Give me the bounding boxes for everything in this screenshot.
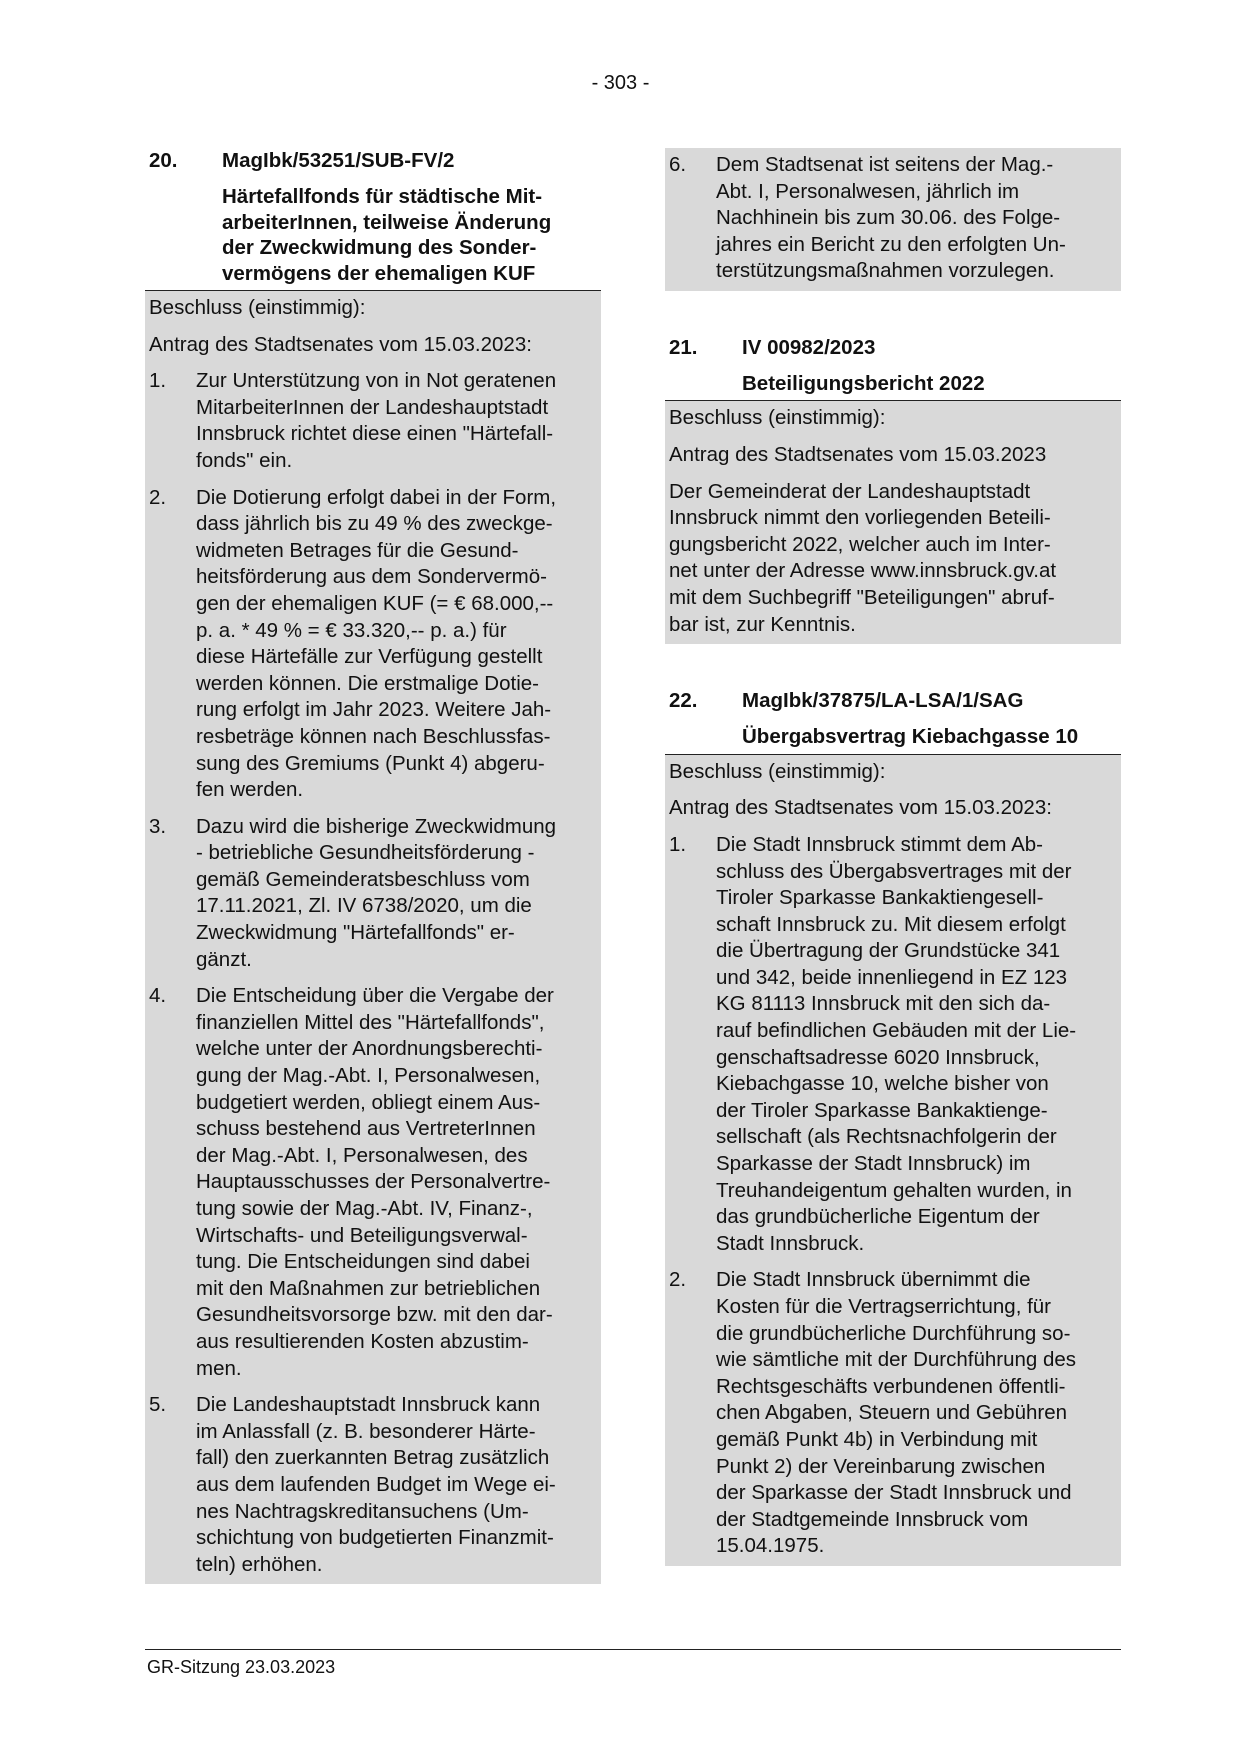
section-title: Beteiligungsbericht 2022 [742,371,985,395]
text-line: die grundbücherliche Durchführung so- [716,1321,1071,1345]
text-line: schichtung von budgetierten Finanzmit- [196,1526,554,1550]
item-list [149,368,597,1578]
text-line: schluss des Übergabsvertrages mit der [716,859,1072,883]
list-item [149,983,597,1382]
section-number: 21. [669,335,698,359]
text-line: fen werden. [196,778,304,802]
text-line: finanziellen Mittel des "Härtefallfonds", [196,1010,545,1034]
section-22-header [665,688,1121,755]
text-line: das grundbücherliche Eigentum der [716,1205,1040,1229]
section-title [222,184,551,286]
text-line: Punkt 2) der Vereinbarung zwischen [716,1454,1046,1478]
item-number: 3. [149,814,167,838]
text-line: Treuhandeigentum gehalten wurden, in [716,1178,1072,1202]
text-line: sellschaft (als Rechtsnachfolgerin der [716,1125,1057,1149]
list-item [149,814,597,974]
item-text [196,1392,597,1578]
text-line: dass jährlich bis zu 49 % des zweckge- [196,512,553,536]
text-line: gemäß Punkt 4b) in Verbindung mit [716,1427,1038,1451]
text-line: Sparkasse der Stadt Innsbruck) im [716,1152,1031,1176]
title-line: vermögens der ehemaligen KUF [222,261,536,285]
title-line: Härtefallfonds für städtische Mit- [222,185,543,208]
section-22-body [665,755,1121,1566]
list-item [669,832,1117,1258]
text-line: Zur Unterstützung von in Not geratenen [196,369,557,393]
section-number: 22. [669,689,698,713]
text-line: Gesundheitsvorsorge bzw. mit den dar- [196,1303,553,1327]
text-line: rung erfolgt im Jahr 2023. Weitere Jah- [196,698,552,722]
antrag-label: Antrag des Stadtsenates vom 15.03.2023 [669,443,1047,467]
text-line: Die Stadt Innsbruck übernimmt die [716,1268,1031,1292]
text-line: Dem Stadtsenat ist seitens der Mag.- [716,153,1054,176]
item-number: 6. [669,153,687,176]
text-line: gung der Mag.-Abt. I, Personalwesen, [196,1064,541,1088]
text-line: Kosten für die Vertragserrichtung, für [716,1295,1052,1318]
text-line: Wirtschafts- und Beteiligungsverwal- [196,1223,528,1247]
item-text [716,832,1117,1258]
item-number: 2. [669,1268,687,1292]
section-20-body [145,291,601,1584]
text-line: resbeträge können nach Beschlussfas- [196,724,551,748]
text-line: sung des Gremiums (Punkt 4) abgeru- [196,751,545,775]
text-line: aus dem laufenden Budget im Wege ei- [196,1472,556,1496]
list-item [149,368,597,474]
text-line: Nachhinein bis zum 30.06. des Folge- [716,206,1061,230]
text-line: nes Nachtragskreditansuchens (Um- [196,1499,529,1523]
text-line: Innsbruck richtet diese einen "Härtefall- [196,422,554,446]
section-text [669,479,1117,639]
text-line: fonds" ein. [196,448,293,472]
text-line: Die Dotierung erfolgt dabei in der Form, [196,485,557,509]
text-line: wie sämtliche mit der Durchführung des [716,1348,1077,1372]
text-line: der Sparkasse der Stadt Innsbruck und [716,1481,1072,1505]
beschluss-label: Beschluss (einstimmig): [149,296,366,319]
title-line: der Zweckwidmung des Sonder- [222,236,537,259]
list-item [149,1392,597,1578]
text-line: im Anlassfall (z. B. besonderer Härte- [196,1419,536,1443]
section-21-header [665,335,1121,402]
text-line: men. [196,1356,242,1380]
text-line: tung sowie der Mag.-Abt. IV, Finanz-, [196,1197,533,1220]
text-line: Die Stadt Innsbruck stimmt dem Ab- [716,832,1043,856]
section-21-body [665,401,1121,644]
text-line: p. a. * 49 % = € 33.320,-- p. a.) für [196,618,507,642]
text-line: genschaftsadresse 6020 Innsbruck, [716,1045,1040,1069]
list-item [669,152,1117,285]
item-number: 1. [149,369,167,393]
text-line: aus resultierenden Kosten abzustim- [196,1329,529,1353]
text-line: rauf befindlichen Gebäuden mit der Lie- [716,1019,1077,1043]
text-line: teln) erhöhen. [196,1552,323,1576]
item-text [196,983,597,1382]
item-list [669,152,1117,285]
text-line: Hauptausschusses der Personalvertre- [196,1170,551,1194]
item-text [196,368,597,474]
text-line: der Stadtgemeinde Innsbruck vom [716,1507,1029,1531]
item-number: 5. [149,1393,167,1417]
text-line: jahres ein Bericht zu den erfolgten Un- [716,232,1066,256]
section-20-header [145,148,601,291]
text-line: Zweckwidmung "Härtefallfonds" er- [196,921,515,945]
text-line: und 342, beide innenliegend in EZ 123 [716,965,1068,989]
text-line: widmeten Betrages für die Gesund- [196,538,519,562]
text-line: schuss bestehend aus VertreterInnen [196,1117,536,1141]
section-reference: MagIbk/53251/SUB-FV/2 [222,149,455,172]
list-item [149,485,597,804]
footer-text: GR-Sitzung 23.03.2023 [147,1657,336,1677]
text-line: die Übertragung der Grundstücke 341 [716,939,1061,963]
text-line: Dazu wird die bisherige Zweckwidmung [196,814,557,838]
text-line: der Tiroler Sparkasse Bankaktienge- [716,1098,1048,1122]
item-number: 4. [149,984,167,1008]
text-line: der Mag.-Abt. I, Personalwesen, des [196,1143,528,1167]
text-line: Innsbruck nimmt den vorliegenden Beteili- [669,506,1051,530]
section-title: Übergabsvertrag Kiebachgasse 10 [742,725,1079,749]
text-line: Die Landeshauptstadt Innsbruck kann [196,1393,541,1417]
text-line: mit dem Suchbegriff "Beteiligungen" abruf- [669,586,1055,610]
item-text [196,814,597,974]
beschluss-label: Beschluss (einstimmig): [669,406,886,430]
item-text [716,1267,1117,1560]
text-line: gemäß Gemeinderatsbeschluss vom [196,867,530,891]
text-line: Abt. I, Personalwesen, jährlich im [716,179,1020,203]
text-line: tung. Die Entscheidungen sind dabei [196,1250,530,1274]
text-line: schaft Innsbruck zu. Mit diesem erfolgt [716,912,1066,936]
text-line: mit den Maßnahmen zur betrieblichen [196,1276,541,1300]
text-line: welche unter der Anordnungsberechti- [196,1037,543,1061]
item-list [669,832,1117,1560]
text-line: Rechtsgeschäfts verbundenen öffentli- [716,1374,1066,1398]
page-number: - 303 - [591,72,650,94]
text-line: fall) den zuerkannten Betrag zusätzlich [196,1446,550,1470]
section-20-continuation [665,148,1121,291]
text-line: 15.04.1975. [716,1534,825,1558]
text-line: diese Härtefälle zur Verfügung gestellt [196,645,543,669]
item-text [716,152,1117,285]
item-text [196,485,597,804]
item-number: 1. [669,832,687,856]
right-column [665,148,1121,1566]
antrag-label: Antrag des Stadtsenates vom 15.03.2023: [149,332,532,356]
text-line: net unter der Adresse www.innsbruck.gv.at [669,559,1057,583]
text-line: heitsförderung aus dem Sondervermö- [196,565,547,589]
title-line: arbeiterInnen, teilweise Änderung [222,210,552,234]
text-line: bar ist, zur Kenntnis. [669,612,856,636]
section-number: 20. [149,149,178,172]
text-line: chen Abgaben, Steuern und Gebühren [716,1401,1068,1425]
footer-rule [145,1649,1121,1650]
text-line: Tiroler Sparkasse Bankaktiengesell- [716,886,1044,910]
text-line: - betriebliche Gesundheitsförderung - [196,841,535,865]
text-line: gen der ehemaligen KUF (= € 68.000,-- [196,591,554,615]
text-line: budgetiert werden, obliegt einem Aus- [196,1090,541,1114]
text-line: werden können. Die erstmalige Dotie- [196,671,539,695]
text-line: Der Gemeinderat der Landeshauptstadt [669,479,1031,503]
list-item [669,1267,1117,1560]
section-reference: IV 00982/2023 [742,335,876,359]
beschluss-label: Beschluss (einstimmig): [669,759,886,783]
text-line: terstützungsmaßnahmen vorzulegen. [716,259,1055,283]
item-number: 2. [149,485,167,509]
antrag-label: Antrag des Stadtsenates vom 15.03.2023: [669,796,1052,820]
text-line: Kiebachgasse 10, welche bisher von [716,1072,1049,1096]
text-line: MitarbeiterInnen der Landeshauptstadt [196,395,549,419]
text-line: Stadt Innsbruck. [716,1231,865,1255]
left-column [145,148,601,1584]
text-line: KG 81113 Innsbruck mit den sich da- [716,992,1051,1016]
text-line: gungsbericht 2022, welcher auch im Inter- [669,532,1051,556]
text-line: Die Entscheidung über die Vergabe der [196,984,554,1008]
section-reference: MagIbk/37875/LA-LSA/1/SAG [742,689,1024,713]
text-line: gänzt. [196,947,252,971]
text-line: 17.11.2021, Zl. IV 6738/2020, um die [196,894,532,918]
